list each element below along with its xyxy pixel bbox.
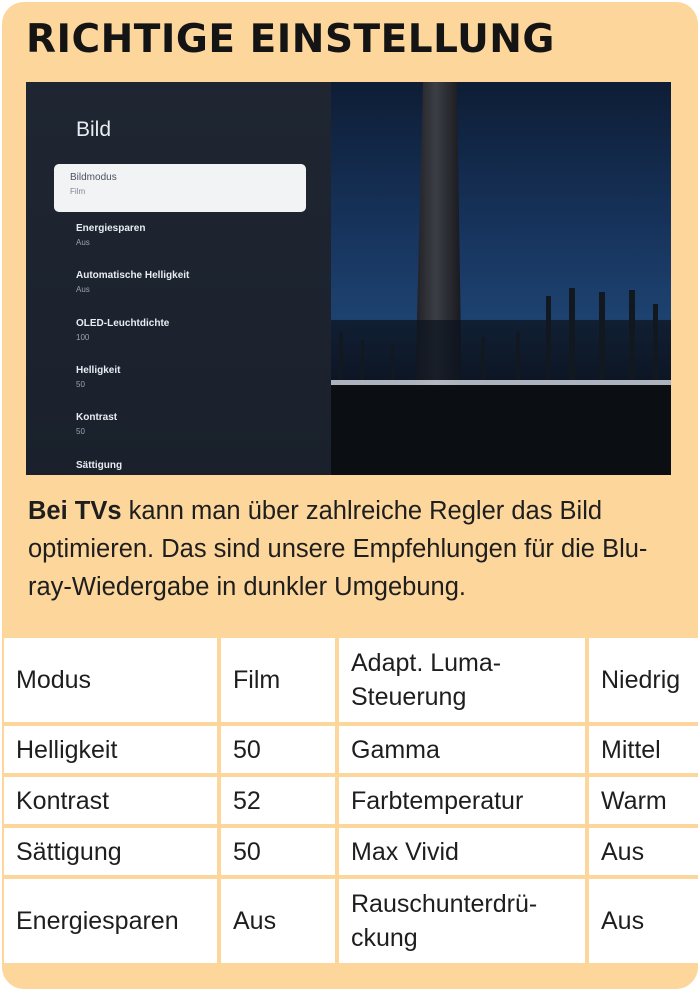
tv-menu-item-bildmodus	[54, 164, 306, 212]
tv-picture-menu	[26, 82, 331, 475]
tv-menu-item-value: Film	[70, 187, 86, 196]
tv-menu-item-saettigung	[76, 460, 306, 471]
table-cell: Warm	[589, 777, 698, 824]
tv-menu-item-oled-leuchtdichte	[76, 318, 306, 342]
table-cell: 50	[221, 828, 335, 875]
caption-lead: Bei TVs	[28, 497, 122, 525]
tv-menu-item-label: Sättigung	[76, 460, 123, 471]
tv-menu-item-label: Energiesparen	[76, 223, 146, 234]
tv-menu-photo	[26, 82, 671, 475]
caption-body: kann man über zahlreiche Regler das Bild optimieren. Das sind unsere Empfehlungen für die Blu-ray-Wiedergabe in dunkler Umgebung.	[28, 497, 648, 601]
table-cell: Farbtemperatur	[339, 777, 585, 824]
tv-menu-item-value: Aus	[76, 285, 90, 294]
tv-menu-item-label: Automatische Helligkeit	[76, 270, 190, 281]
tv-menu-item-label: Bildmodus	[70, 172, 117, 183]
tv-picture-preview	[331, 82, 671, 475]
table-cell: Aus	[589, 879, 698, 963]
table-cell: Kontrast	[4, 777, 217, 824]
table-cell: Niedrig	[589, 638, 698, 722]
tv-menu-item-label: Helligkeit	[76, 365, 121, 376]
info-box	[2, 2, 698, 989]
tv-menu-item-value: 50	[76, 427, 85, 436]
table-cell: Energiesparen	[4, 879, 217, 963]
table-cell: Sättigung	[4, 828, 217, 875]
tv-menu-item-helligkeit	[76, 365, 306, 389]
tv-menu-item-kontrast	[76, 412, 306, 436]
box-heading: RICHTIGE EINSTELLUNG	[26, 17, 555, 62]
tv-menu-item-label: OLED-Leuchtdichte	[76, 318, 170, 329]
table-cell: Adapt. Luma-Steuerung	[339, 638, 585, 722]
obelisk-scene-image	[331, 82, 671, 475]
table-cell: Aus	[221, 879, 335, 963]
tv-menu-item-label: Kontrast	[76, 412, 118, 423]
table-cell: Film	[221, 638, 335, 722]
table-cell: 52	[221, 777, 335, 824]
table-cell: 50	[221, 726, 335, 773]
tv-menu-title: Bild	[76, 118, 112, 141]
table-cell: Modus	[4, 638, 217, 722]
table-cell: Helligkeit	[4, 726, 217, 773]
caption-text	[28, 492, 678, 606]
tv-menu-item-value: Aus	[76, 238, 90, 247]
tv-menu-item-value: 50	[76, 380, 85, 389]
table-cell: Mittel	[589, 726, 698, 773]
table-cell: Gamma	[339, 726, 585, 773]
table-cell: Aus	[589, 828, 698, 875]
tv-menu-item-auto-helligkeit	[76, 270, 306, 294]
tv-menu-item-value: 100	[76, 333, 90, 342]
settings-table	[4, 638, 698, 950]
tv-menu-item-energiesparen	[76, 223, 306, 247]
table-cell: Rauschunterdrü-ckung	[339, 879, 585, 963]
table-cell: Max Vivid	[339, 828, 585, 875]
